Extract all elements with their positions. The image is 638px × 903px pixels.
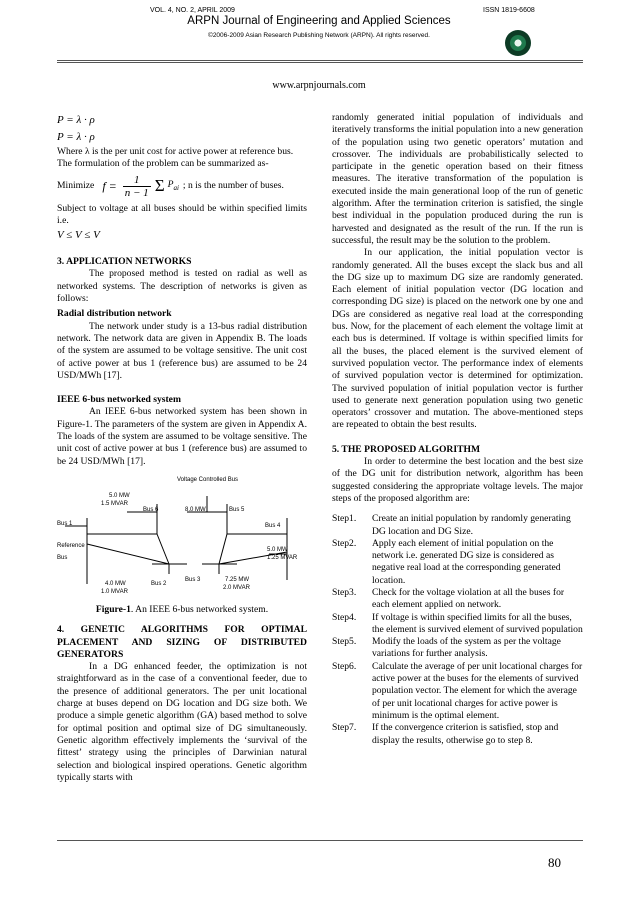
footer-rule bbox=[57, 840, 583, 841]
left-column bbox=[57, 112, 307, 784]
radial-title: Radial distribution network bbox=[57, 308, 172, 320]
ga-paragraph-2: In our application, the initial population vector is randomly generated. All the buses except the slack bus and all the DG size up to maximum DG size are randomly generated. Each element of initial population vector (DG location and corresponding DG size) is placed on the network one by one and DGs are considered as negative real load at the corresponding bus. Now, for the placement of each element the voltage limit at each bus is determined. If voltage is within specified limits for all the buses, the placed element is the survived element of survived population vector. The performance index of elements of survived population vector is determined for optimization. The survived population of initial population vector is further used to generate next generation population using two genetic operators’ crossover and mutation. The above-mentioned steps are repeated to obtain the best results. bbox=[332, 247, 583, 431]
where-text: Where λ is the per unit cost for active power at reference bus. bbox=[57, 146, 294, 157]
subject-text: Subject to voltage at all buses should be within specified limits i.e. bbox=[57, 202, 307, 226]
equation-active-charge: P = λ · ρ bbox=[57, 114, 95, 126]
bus-network-lines bbox=[57, 474, 307, 600]
algorithm-step: Step6. Calculate the average of per unit locational charges for active power at the buses for the elements of survived population vector. The element for which the average of per unit locational charges for active power is minimum is the optimal element. bbox=[332, 660, 583, 721]
journal-logo-icon bbox=[505, 30, 531, 56]
bus6-label: Bus 6 bbox=[143, 506, 159, 513]
journal-title: ARPN Journal of Engineering and Applied Sciences bbox=[187, 15, 451, 27]
ieee-paragraph: An IEEE 6-bus networked system has been shown in Figure-1. The parameters of the system are given in Appendix A. The loads of the system are assumed to be voltage sensitive. The unit cost of active power at bus 1 (reference bus) are assumed to be 24 USD/MWh [17]. bbox=[57, 406, 307, 467]
website[interactable]: www.arpnjournals.com bbox=[272, 80, 366, 91]
section-5-paragraph: In order to determine the best location and the best size of the DG unit for distribution network, algorithm has been suggested considering the appropriate voltage levels. The major steps of the proposed algorithm are: bbox=[332, 456, 583, 504]
algorithm-step: Step5. Modify the loads of the system as per the voltage variations for further analysis. bbox=[332, 636, 561, 660]
load3-mw: 7.25 MW bbox=[225, 576, 250, 583]
reference-bus-label: Reference Bus bbox=[57, 542, 85, 562]
volume-info: VOL. 4, NO. 2, APRIL 2009 bbox=[150, 7, 235, 14]
formulation-text: The formulation of the problem can be summarized as- bbox=[57, 158, 269, 170]
ieee-title: IEEE 6-bus networked system bbox=[57, 394, 181, 406]
load6-mw: 5.0 MW bbox=[109, 492, 130, 499]
ga-paragraph-1: randomly generated initial population of individuals and iteratively transforms the initial population into a new generation of the population using two genetic operators’ mutation and crossover. The individuals are probabilistically selected to participate in the genetic operation based on their fitness measures. The iterative transformation of the population is executed inside the main generational loop of the run of genetic algorithm. After the termination criterion is satisfied, the single best individual in the population produced during the run is harvested and designated as the result of the run. If the run is successful, the result may be the solution to the problem. bbox=[332, 112, 583, 246]
algorithm-steps bbox=[332, 513, 583, 747]
algorithm-step: Step7. If the convergence criterion is satisfied, stop and display the results, otherwise go to step 8. bbox=[332, 722, 559, 746]
issn: ISSN 1819-6608 bbox=[483, 7, 535, 14]
algorithm-step: Step2. Apply each element of initial population on the network i.e. generated DG size is considered as negative real load at the corresponding generated location. bbox=[332, 537, 561, 586]
algorithm-step: Step4. If voltage is within specified limits for all the buses, the element is survived element of survived population bbox=[332, 611, 583, 635]
page-number: 80 bbox=[548, 855, 561, 870]
equation-reactive-charge: P = λ · ρ bbox=[57, 131, 95, 143]
load6-mvar: 1.5 MVAR bbox=[101, 500, 128, 507]
algorithm-step: Step1. Create an initial population by randomly generating DG location and DG Size. bbox=[332, 513, 571, 537]
algorithm-step: Step3. Check for the voltage violation at all the buses for each element applied on network. bbox=[332, 586, 565, 611]
section-4-title: 4. GENETIC ALGORITHMS FOR OPTIMAL PLACEMENT AND SIZING OF DISTRIBUTED GENERATORS bbox=[57, 624, 307, 660]
objective-function: Minimize f = $\frac{1}{n - 1}$ Σ $P_{ai}$ ; n is the number of buses. bbox=[57, 173, 284, 200]
bus4-label: Bus 4 bbox=[265, 522, 281, 529]
load4-mw: 5.0 MW bbox=[267, 546, 288, 553]
figure-1-diagram bbox=[57, 474, 307, 600]
section-3-title: 3. APPLICATION NETWORKS bbox=[57, 256, 192, 268]
bus2-label: Bus 2 bbox=[151, 580, 167, 587]
radial-paragraph: The network under study is a 13-bus radial distribution network. The network data are given in Appendix B. The loads of the system are assumed to be voltage sensitive. The unit cost of active power at bus 1 (reference bus) are assumed to be 24 USD/MWh [17]. bbox=[57, 320, 307, 381]
copyright: ©2006-2009 Asian Research Publishing Network (ARPN). All rights reserved. bbox=[208, 32, 430, 39]
voltage-constraint: V ≤ V ≤ V bbox=[57, 229, 100, 242]
load2-mvar: 1.0 MVAR bbox=[101, 588, 128, 595]
header-rule bbox=[57, 60, 583, 61]
section-5-title: 5. THE PROPOSED ALGORITHM bbox=[332, 443, 481, 455]
gen5-mw: 8.0 MW bbox=[185, 506, 206, 513]
bus1-label: Bus 1 bbox=[57, 520, 73, 527]
section-4-paragraph: In a DG enhanced feeder, the optimization is not straightforward as in the case of a conventional feeder, due to the presence of additional generators. The per unit locational charge at buses depend on DG location and DG size both. We produce a simple genetic algorithm (GA) based method to solve for optimal position and optimal size of DG simultaneously. Genetic algorithm effectively implements the ‘survival of the fittest’ strategy using the principles of Darwinian natural selection and biological inspired operations. Genetic algorithm typically starts with bbox=[57, 661, 307, 783]
bus3-label: Bus 3 bbox=[185, 576, 201, 583]
section-3-paragraph: The proposed method is tested on radial as well as networked systems. The description of networks is given as follows: bbox=[57, 268, 307, 305]
right-column bbox=[332, 112, 583, 747]
load4-mvar: 1.25 MVAR bbox=[267, 554, 298, 561]
header-rule-2 bbox=[57, 62, 583, 63]
bus5-label: Bus 5 bbox=[229, 506, 245, 513]
vc-bus-label: Voltage Controlled Bus bbox=[177, 476, 239, 483]
load2-mw: 4.0 MW bbox=[105, 580, 126, 587]
figure-1-caption: Figure-1. An IEEE 6-bus networked system. bbox=[95, 603, 269, 615]
load3-mvar: 2.0 MVAR bbox=[223, 584, 250, 591]
